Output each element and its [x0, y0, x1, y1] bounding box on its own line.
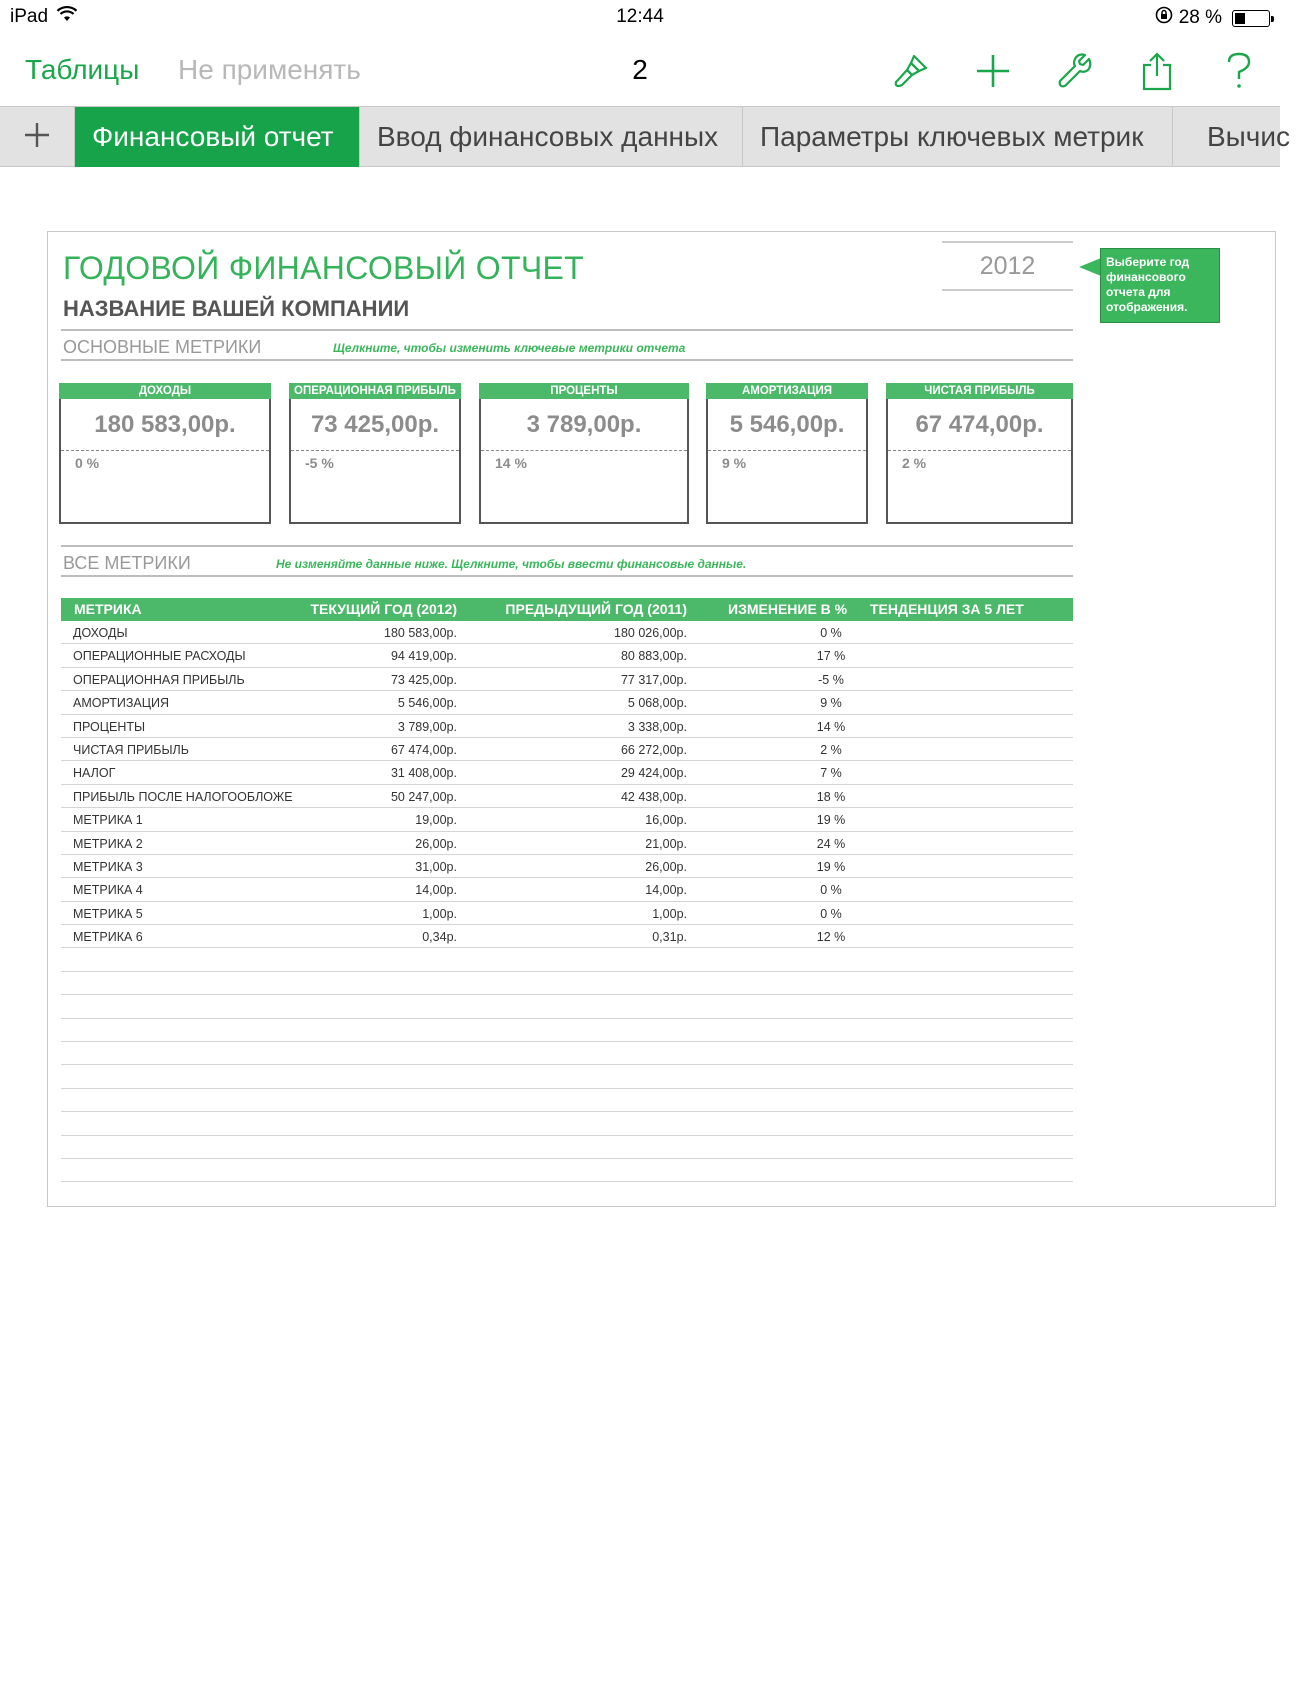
metric-card-interest[interactable]	[479, 383, 689, 524]
card-value: 180 583,00р.	[61, 399, 269, 451]
section-divider	[61, 545, 1073, 547]
column-header-previous-year[interactable]: ПРЕДЫДУЩИЙ ГОД (2011)	[505, 601, 687, 617]
cell-change[interactable]: 7 %	[820, 766, 842, 781]
cell-change[interactable]: 2 %	[820, 742, 842, 757]
table-row[interactable]	[61, 621, 1073, 644]
empty-table-row[interactable]	[61, 972, 1073, 995]
cell-previous-year[interactable]: 66 272,00р.	[620, 742, 687, 757]
status-bar	[0, 0, 1280, 36]
toolbar	[0, 36, 1280, 106]
cell-metric[interactable]: МЕТРИКА 1	[73, 813, 143, 828]
cell-current-year[interactable]: 67 474,00р.	[390, 742, 457, 757]
cell-metric[interactable]: ПРИБЫЛЬ ПОСЛЕ НАЛОГООБЛОЖЕ	[73, 789, 293, 804]
rotation-lock-icon	[1155, 6, 1173, 30]
table-row[interactable]	[61, 715, 1073, 738]
card-title: ЧИСТАЯ ПРИБЫЛЬ	[886, 383, 1073, 399]
table-row[interactable]	[61, 878, 1073, 901]
cell-change[interactable]: 14 %	[816, 719, 846, 734]
empty-table-row[interactable]	[61, 1019, 1073, 1042]
table-header	[61, 598, 1073, 621]
metric-card-revenue[interactable]	[59, 383, 271, 524]
cell-metric[interactable]: ДОХОДЫ	[73, 626, 128, 640]
card-value: 3 789,00р.	[481, 399, 687, 451]
section-divider	[61, 359, 1073, 361]
metric-card-amortization[interactable]	[706, 383, 868, 524]
cell-change[interactable]: 17 %	[816, 649, 846, 664]
column-header-current-year[interactable]: ТЕКУЩИЙ ГОД (2012)	[310, 601, 457, 617]
all-metrics-note[interactable]: Не изменяйте данные ниже. Щелкните, чтобы ввести финансовые данные.	[276, 557, 747, 571]
key-metrics-label: ОСНОВНЫЕ МЕТРИКИ	[63, 337, 262, 357]
cell-previous-year[interactable]: 16,00р.	[645, 813, 687, 828]
card-value: 73 425,00р.	[291, 399, 459, 451]
undo-button[interactable]: Не применять	[178, 54, 361, 85]
cell-metric[interactable]: МЕТРИКА 4	[73, 883, 143, 898]
cell-metric[interactable]: АМОРТИЗАЦИЯ	[73, 696, 170, 711]
empty-table-row[interactable]	[61, 995, 1073, 1018]
tab-financial-report[interactable]: Финансовый отчет	[75, 107, 360, 167]
cell-current-year[interactable]: 3 789,00р.	[397, 719, 457, 734]
cell-previous-year[interactable]: 180 026,00р.	[614, 626, 687, 640]
card-change: -5 %	[305, 455, 334, 471]
table-row[interactable]	[61, 808, 1073, 831]
cell-change[interactable]: 24 %	[816, 836, 846, 851]
table-row[interactable]	[61, 644, 1073, 667]
empty-table-row[interactable]	[61, 1042, 1073, 1065]
cell-current-year[interactable]: 26,00р.	[415, 836, 457, 851]
company-name[interactable]: НАЗВАНИЕ ВАШЕЙ КОМПАНИИ	[63, 296, 410, 321]
callout-arrow	[1079, 258, 1101, 276]
cell-change[interactable]: -5 %	[818, 672, 844, 687]
report-title[interactable]: ГОДОВОЙ ФИНАНСОВЫЙ ОТЧЕТ	[63, 250, 584, 286]
card-title: АМОРТИЗАЦИЯ	[706, 383, 868, 399]
tab-key-metric-parameters[interactable]: Параметры ключевых метрик	[743, 107, 1173, 167]
cell-current-year[interactable]: 73 425,00р.	[390, 672, 457, 687]
metric-card-net-profit[interactable]	[886, 383, 1073, 524]
cell-current-year[interactable]: 14,00р.	[415, 883, 457, 898]
spreadsheets-back-button[interactable]: Таблицы	[25, 54, 140, 85]
cell-change[interactable]: 9 %	[820, 696, 842, 711]
cell-change[interactable]: 19 %	[816, 813, 846, 828]
card-title: ДОХОДЫ	[59, 383, 271, 399]
table-row[interactable]	[61, 902, 1073, 925]
table-body	[61, 621, 1073, 1182]
cell-metric[interactable]: МЕТРИКА 5	[73, 906, 143, 921]
table-row[interactable]	[61, 691, 1073, 714]
cell-previous-year[interactable]: 0,31р.	[652, 930, 687, 945]
card-change: 9 %	[722, 455, 747, 471]
cell-current-year[interactable]: 0,34р.	[422, 930, 457, 945]
cell-change[interactable]: 12 %	[816, 930, 846, 945]
cell-metric[interactable]: ОПЕРАЦИОННЫЕ РАСХОДЫ	[73, 649, 246, 664]
cell-current-year[interactable]: 94 419,00р.	[390, 649, 457, 664]
year-selector[interactable]: 2012	[942, 241, 1073, 291]
empty-table-row[interactable]	[61, 948, 1073, 971]
cell-previous-year[interactable]: 29 424,00р.	[620, 766, 687, 781]
cell-metric[interactable]: МЕТРИКА 3	[73, 859, 143, 874]
card-change: 14 %	[495, 455, 527, 471]
cell-previous-year[interactable]: 3 338,00р.	[627, 719, 687, 734]
cell-metric[interactable]: НАЛОГ	[73, 766, 116, 781]
cell-current-year[interactable]: 31,00р.	[415, 859, 457, 874]
cell-current-year[interactable]: 50 247,00р.	[390, 789, 457, 804]
cell-current-year[interactable]: 1,00р.	[422, 906, 457, 921]
table-row[interactable]	[61, 761, 1073, 784]
cell-change[interactable]: 18 %	[816, 789, 846, 804]
add-sheet-button[interactable]	[0, 107, 75, 167]
metrics-table	[61, 598, 1073, 1182]
card-change: 0 %	[75, 455, 100, 471]
card-value: 67 474,00р.	[888, 399, 1071, 451]
cell-change[interactable]: 0 %	[820, 906, 842, 921]
cell-previous-year[interactable]: 21,00р.	[645, 836, 687, 851]
empty-table-row[interactable]	[61, 1089, 1073, 1112]
table-row[interactable]	[61, 738, 1073, 761]
metric-card-operating-profit[interactable]	[289, 383, 461, 524]
cell-current-year[interactable]: 19,00р.	[415, 813, 457, 828]
cell-metric[interactable]: ПРОЦЕНТЫ	[73, 719, 146, 734]
cell-metric[interactable]: ЧИСТАЯ ПРИБЫЛЬ	[73, 742, 189, 757]
section-divider	[61, 329, 1073, 331]
cell-change[interactable]: 19 %	[816, 859, 846, 874]
cell-change[interactable]: 0 %	[820, 883, 842, 898]
empty-table-row[interactable]	[61, 1112, 1073, 1135]
all-metrics-label: ВСЕ МЕТРИКИ	[63, 553, 191, 573]
cell-previous-year[interactable]: 80 883,00р.	[620, 649, 687, 664]
cell-previous-year[interactable]: 26,00р.	[645, 859, 687, 874]
table-row[interactable]	[61, 855, 1073, 878]
share-icon[interactable]	[1136, 50, 1178, 92]
empty-table-row[interactable]	[61, 1136, 1073, 1159]
paintbrush-icon[interactable]	[890, 50, 932, 92]
key-metrics-note[interactable]: Щелкните, чтобы изменить ключевые метрики отчета	[333, 341, 686, 355]
wrench-icon[interactable]	[1054, 50, 1096, 92]
card-change: 2 %	[902, 455, 927, 471]
document-title[interactable]: 2	[632, 54, 648, 85]
plus-icon	[23, 121, 51, 154]
table-row[interactable]	[61, 785, 1073, 808]
cell-current-year[interactable]: 180 583,00р.	[384, 626, 457, 640]
tab-financial-data-input[interactable]: Ввод финансовых данных	[360, 107, 743, 167]
card-title: ПРОЦЕНТЫ	[479, 383, 689, 399]
column-header-metric[interactable]: МЕТРИКА	[74, 601, 142, 617]
cell-previous-year[interactable]: 5 068,00р.	[627, 696, 687, 711]
column-header-change[interactable]: ИЗМЕНЕНИЕ В %	[728, 601, 848, 617]
cell-previous-year[interactable]: 42 438,00р.	[620, 789, 687, 804]
sheet-tab-bar	[0, 106, 1291, 167]
cell-metric[interactable]: МЕТРИКА 2	[73, 836, 143, 851]
section-divider	[61, 575, 1073, 577]
cell-change[interactable]: 0 %	[820, 626, 842, 640]
battery-percent: 28 %	[1178, 7, 1222, 28]
device-name: iPad	[10, 6, 49, 27]
help-icon[interactable]	[1218, 50, 1260, 92]
plus-icon[interactable]	[972, 50, 1014, 92]
battery-icon	[1232, 10, 1270, 27]
cell-previous-year[interactable]: 1,00р.	[652, 906, 687, 921]
cell-previous-year[interactable]: 14,00р.	[645, 883, 687, 898]
cell-previous-year[interactable]: 77 317,00р.	[620, 672, 687, 687]
cell-metric[interactable]: МЕТРИКА 6	[73, 930, 143, 945]
column-header-trend[interactable]: ТЕНДЕНЦИЯ ЗА 5 ЛЕТ	[870, 601, 1024, 617]
table-row[interactable]	[61, 668, 1073, 691]
clock: 12:44	[616, 6, 664, 27]
card-title: ОПЕРАЦИОННАЯ ПРИБЫЛЬ	[289, 383, 461, 399]
card-value: 5 546,00р.	[708, 399, 866, 451]
tab-calculations[interactable]: Вычис	[1207, 121, 1291, 152]
year-callout: Выберите год финансового отчета для отображения.	[1100, 248, 1220, 323]
cell-current-year[interactable]: 5 546,00р.	[397, 696, 457, 711]
cell-current-year[interactable]: 31 408,00р.	[390, 766, 457, 781]
empty-table-row[interactable]	[61, 1159, 1073, 1182]
empty-table-row[interactable]	[61, 1065, 1073, 1088]
cell-metric[interactable]: ОПЕРАЦИОННАЯ ПРИБЫЛЬ	[73, 672, 245, 687]
table-row[interactable]	[61, 832, 1073, 855]
table-row[interactable]	[61, 925, 1073, 948]
